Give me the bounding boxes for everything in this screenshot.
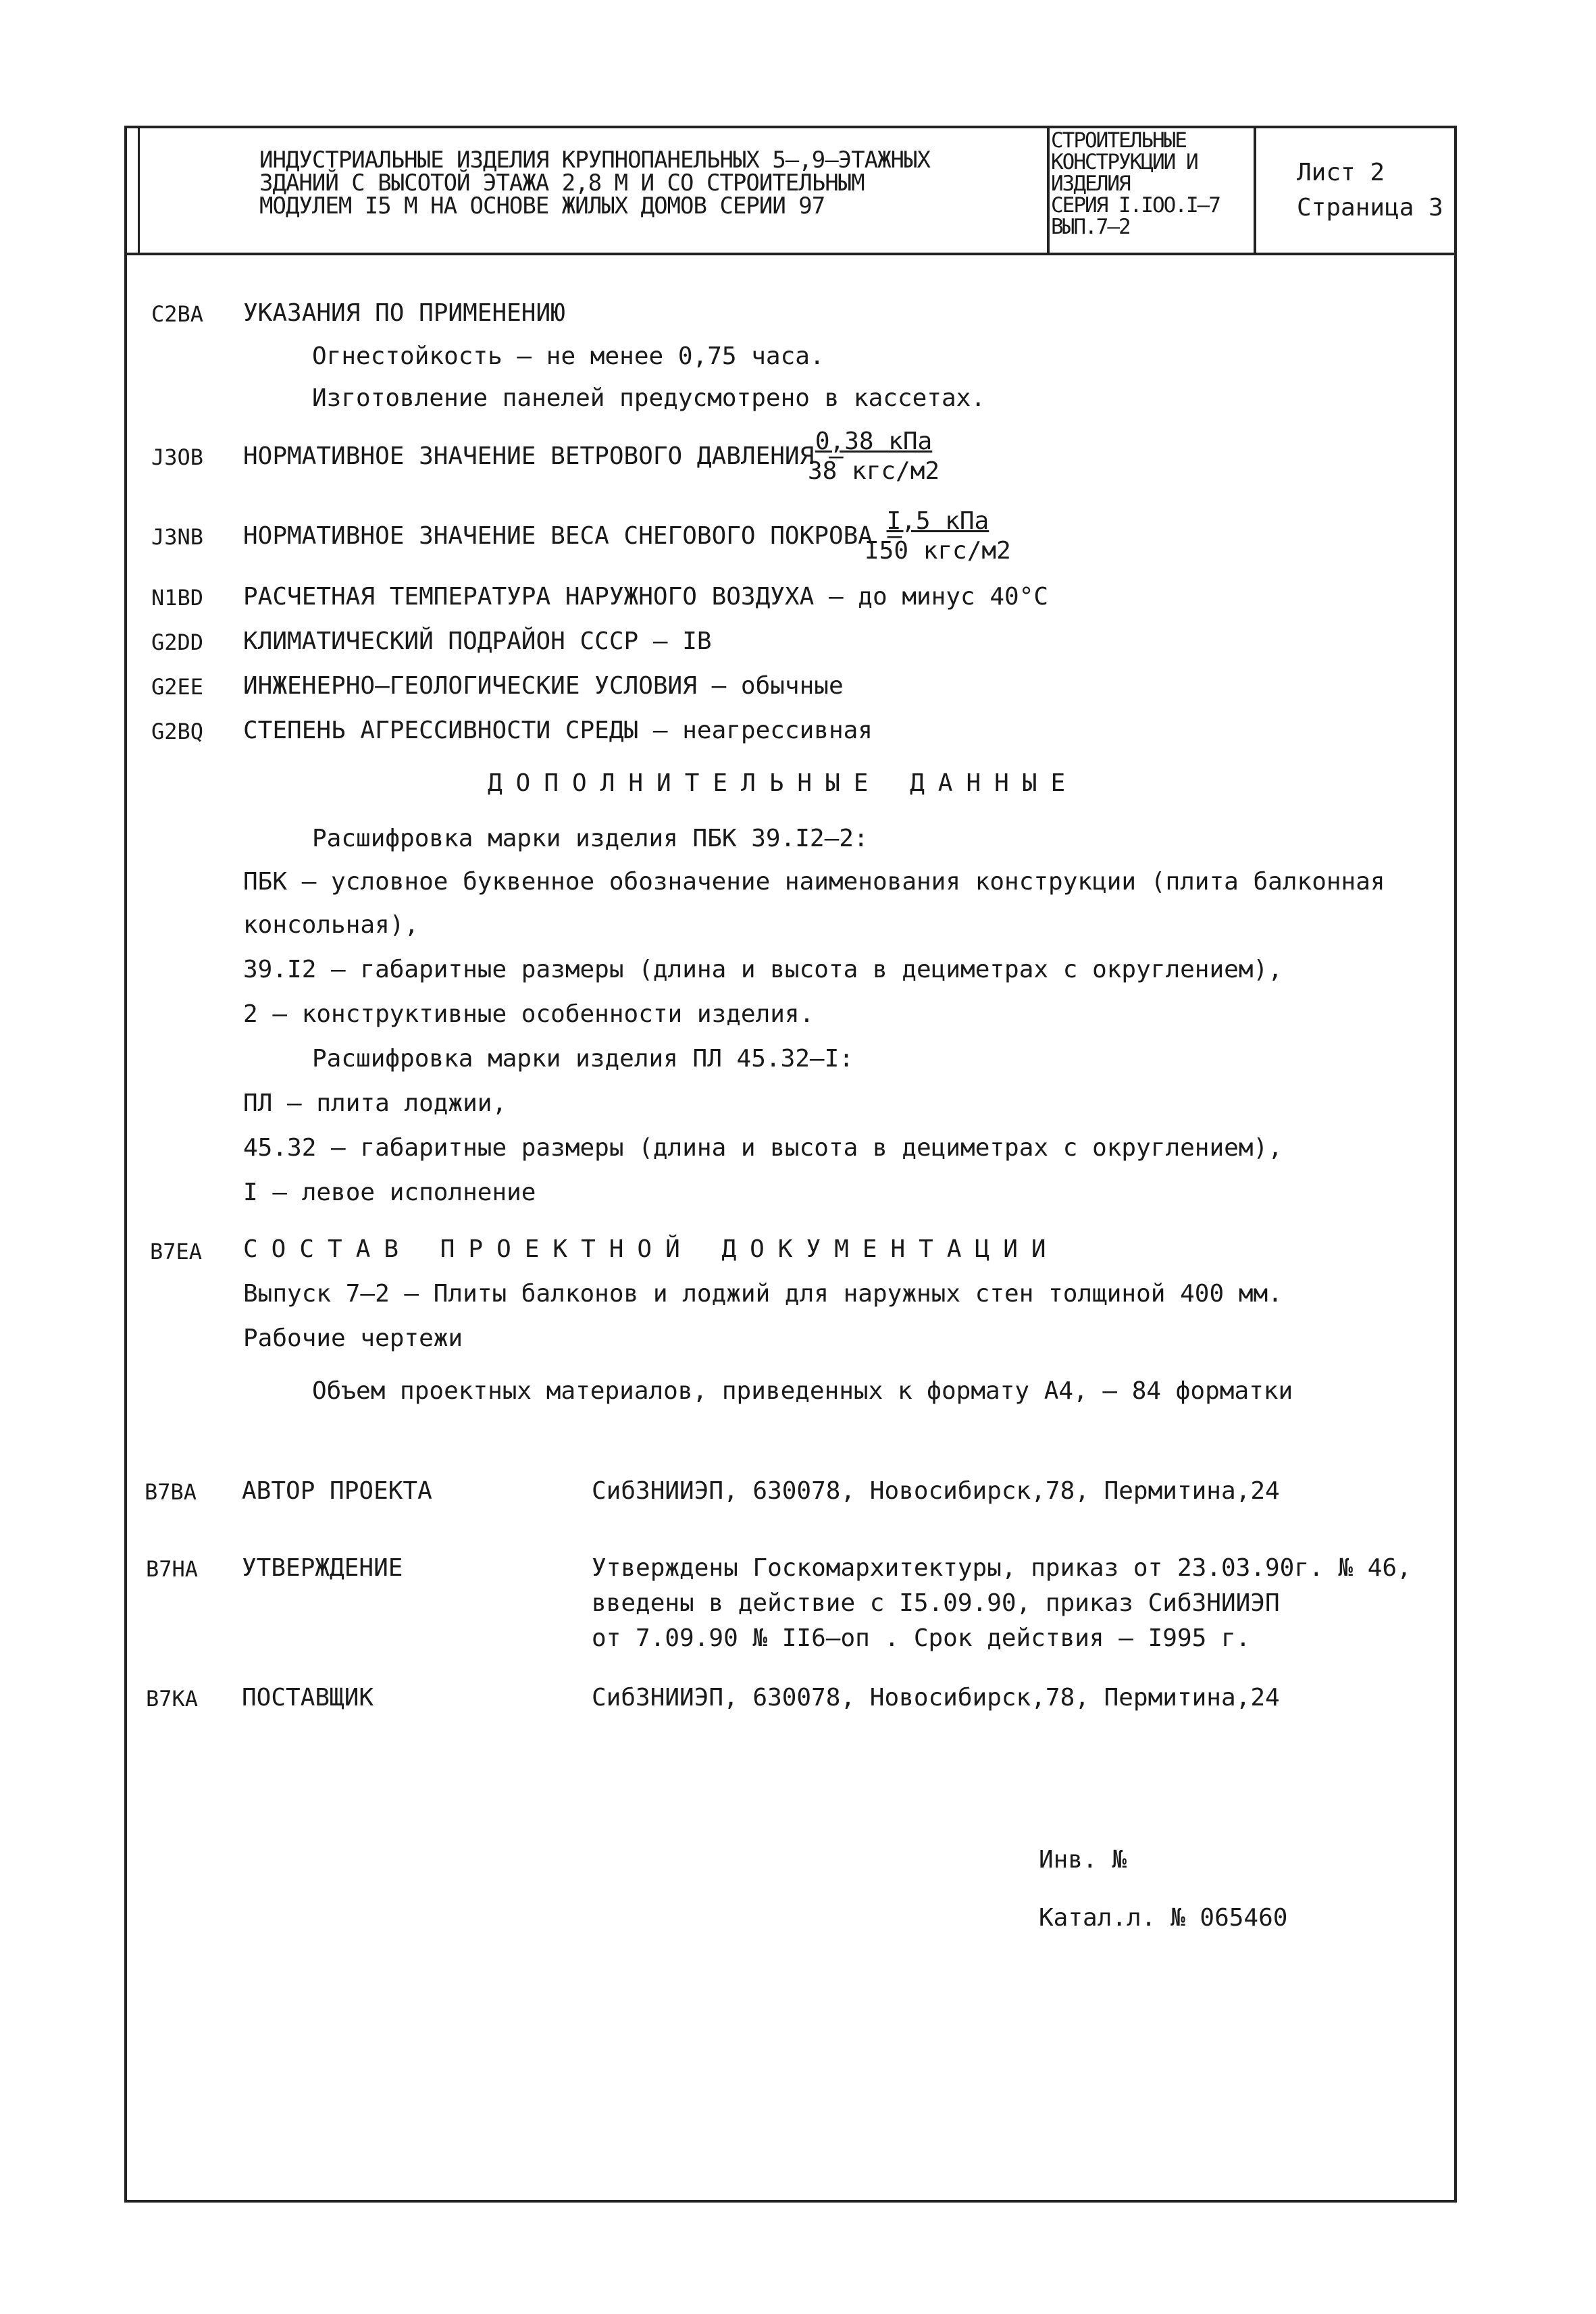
additional-data-line: 39.I2 – габаритные размеры (длина и высота в дециметрах с округлением),	[243, 956, 1283, 983]
supplier-value: СибЗНИИЭП, 630078, Новосибирск,78, Пермитина,24	[592, 1684, 1280, 1712]
title-line: МОДУЛЕМ I5 М НА ОСНОВЕ ЖИЛЫХ ДОМОВ СЕРИИ 97	[259, 192, 825, 220]
geology-conditions-text: ИНЖЕНЕРНО–ГЕОЛОГИЧЕСКИЕ УСЛОВИЯ – обычные	[243, 672, 844, 700]
applicability-heading: УКАЗАНИЯ ПО ПРИМЕНЕНИЮ	[243, 299, 565, 327]
documentation-issue-text: Выпуск 7–2 – Плиты балконов и лоджий для наружных стен толщиной 400 мм.	[243, 1280, 1283, 1308]
section-code: C2BA	[151, 301, 204, 327]
catalog-sheet-number: Катал.л. № 065460	[1039, 1904, 1288, 1932]
environment-aggression-text: СТЕПЕНЬ АГРЕССИВНОСТИ СРЕДЫ – неагрессивная	[243, 717, 873, 744]
wind-pressure-kgs: 38 кгс/м2	[808, 457, 940, 485]
approval-label: УТВЕРЖДЕНИЕ	[242, 1554, 403, 1582]
wind-pressure-label: НОРМАТИВНОЕ ЗНАЧЕНИЕ ВЕТРОВОГО ДАВЛЕНИЯ –	[243, 442, 844, 470]
approval-line: Утверждены Госкомархитектуры, приказ от 23.03.90г. № 46,	[592, 1554, 1412, 1582]
section-code: N1BD	[151, 585, 204, 611]
additional-data-line: I – левое исполнение	[243, 1179, 536, 1206]
sheet-number: Лист 2	[1297, 159, 1385, 186]
snow-load-label: НОРМАТИВНОЕ ЗНАЧЕНИЕ ВЕСА СНЕГОВОГО ПОКРОВА –	[243, 522, 902, 550]
additional-data-line: Расшифровка марки изделия ПБК 39.I2–2:	[312, 825, 869, 852]
documentation-heading: СОСТАВ ПРОЕКТНОЙ ДОКУМЕНТАЦИИ	[243, 1235, 1060, 1263]
header-divider	[124, 253, 1457, 255]
author-label: АВТОР ПРОЕКТА	[242, 1477, 432, 1505]
header-left-binding-line	[138, 126, 140, 254]
snow-load-kgs: I50 кгс/м2	[865, 537, 1011, 565]
section-code: B7KA	[146, 1686, 199, 1712]
series-block	[1051, 130, 1220, 238]
wind-pressure-kpa: 0,38 кПа	[815, 428, 933, 455]
header-column-divider-2	[1254, 126, 1256, 254]
section-code: B7EA	[150, 1239, 203, 1264]
header-column-divider-1	[1047, 126, 1050, 254]
section-code: G2EE	[151, 674, 204, 700]
climate-subregion-text: КЛИМАТИЧЕСКИЙ ПОДРАЙОН СССР – IВ	[243, 627, 712, 655]
section-code: G2DD	[151, 629, 204, 655]
additional-data-line: Расшифровка марки изделия ПЛ 45.32–I:	[312, 1045, 854, 1073]
documentation-volume-text: Объем проектных материалов, приведенных к формату А4, – 84 форматки	[312, 1377, 1293, 1405]
approval-line: введены в действие с I5.09.90, приказ СибЗНИИЭП	[592, 1589, 1280, 1617]
supplier-label: ПОСТАВЩИК	[242, 1684, 374, 1712]
manufacturing-text: Изготовление панелей предусмотрено в кассетах.	[312, 384, 985, 412]
documentation-drawings-text: Рабочие чертежи	[243, 1325, 463, 1352]
series-line: ВЫП.7–2	[1051, 215, 1130, 239]
additional-data-line: консольная),	[243, 911, 419, 939]
additional-data-line: ПБК – условное буквенное обозначение наименования конструкции (плита балконная	[243, 868, 1385, 896]
page-number: Страница 3	[1297, 194, 1443, 222]
series-line: ИЗДЕЛИЯ	[1051, 172, 1130, 196]
additional-data-line: 45.32 – габаритные размеры (длина и высота в дециметрах с округлением),	[243, 1134, 1283, 1162]
series-line: СТРОИТЕЛЬНЫЕ	[1051, 128, 1186, 153]
document-title	[259, 147, 930, 220]
title-line: ИНДУСТРИАЛЬНЫЕ ИЗДЕЛИЯ КРУПНОПАНЕЛЬНЫХ 5–,9–ЭТАЖНЫХ	[259, 147, 930, 174]
section-code: G2BQ	[151, 719, 204, 744]
section-code: B7BA	[145, 1479, 197, 1505]
series-line: КОНСТРУКЦИИ И	[1051, 150, 1198, 174]
section-code: J3NB	[151, 524, 204, 550]
approval-line: от 7.09.90 № II6–оп . Срок действия – I995 г.	[592, 1624, 1251, 1652]
additional-data-line: ПЛ – плита лоджии,	[243, 1089, 507, 1117]
wind-pressure-value	[808, 427, 939, 486]
author-value: СибЗНИИЭП, 630078, Новосибирск,78, Пермитина,24	[592, 1477, 1280, 1505]
inventory-number: Инв. №	[1039, 1846, 1127, 1874]
series-line: СЕРИЯ I.IOO.I–7	[1051, 193, 1220, 217]
title-line: ЗДАНИЙ С ВЫСОТОЙ ЭТАЖА 2,8 М И СО СТРОИТЕЛЬНЫМ	[259, 170, 865, 197]
snow-load-kpa: I,5 кПа	[886, 507, 989, 535]
snow-load-value	[865, 507, 1011, 566]
fire-resistance-text: Огнестойкость – не менее 0,75 часа.	[312, 342, 825, 370]
section-code: J3OB	[151, 444, 204, 470]
design-temperature-text: РАСЧЕТНАЯ ТЕМПЕРАТУРА НАРУЖНОГО ВОЗДУХА – до минус 40°С	[243, 583, 1049, 611]
additional-data-heading: ДОПОЛНИТЕЛЬНЫЕ ДАННЫЕ	[488, 769, 1079, 797]
additional-data-line: 2 – конструктивные особенности изделия.	[243, 1000, 815, 1028]
page-frame	[124, 126, 1457, 2203]
section-code: B7HA	[146, 1556, 199, 1582]
